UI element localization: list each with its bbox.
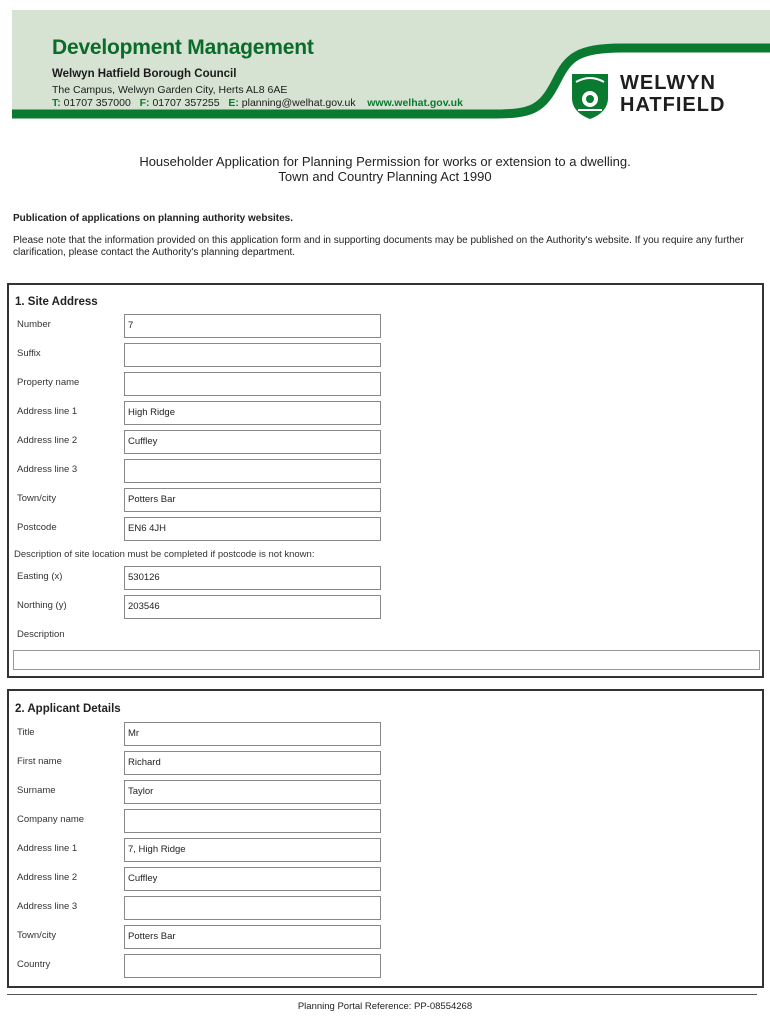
phone-number: 01707 357000 [63, 97, 131, 109]
document-subtitle: Town and Country Planning Act 1990 [278, 169, 492, 184]
publication-text: Please note that the information provided on this application form and in supporting documents may be published on the Authority's website. If you require any further clarification, please contact the Authority's planning department. [13, 235, 744, 258]
number-field[interactable]: 7 [124, 314, 381, 338]
document-title: Householder Application for Planning Permission for works or extension to a dwelling. [139, 154, 631, 169]
footer-divider [7, 994, 757, 995]
field-label: Address line 3 [17, 464, 78, 475]
description-label: Description [17, 629, 65, 640]
logo-text-welwyn: WELWYN [620, 72, 716, 94]
field-label: Suffix [17, 348, 41, 359]
field-label: Company name [17, 814, 85, 825]
field-label: Address line 2 [17, 872, 78, 883]
first-name-field[interactable]: Richard [124, 751, 381, 775]
banner-title: Development Management [52, 36, 314, 59]
applicant-details-section [7, 689, 764, 988]
email-link[interactable]: planning@welhat.gov.uk [241, 97, 356, 109]
logo-text-hatfield: HATFIELD [620, 94, 726, 116]
field-label: Town/city [17, 493, 57, 504]
northing-field[interactable]: 203546 [124, 595, 381, 619]
applicant-address-line-3-field[interactable] [124, 896, 381, 920]
website-link[interactable]: www.welhat.gov.uk [367, 97, 463, 109]
property-name-field[interactable] [124, 372, 381, 396]
field-label: Easting (x) [17, 571, 63, 582]
town-city-field[interactable]: Potters Bar [124, 488, 381, 512]
publication-heading: Publication of applications on planning authority websites. [13, 213, 294, 224]
portal-reference: Planning Portal Reference: PP-08554268 [297, 1001, 473, 1012]
applicant-address-line-1-field[interactable]: 7, High Ridge [124, 838, 381, 862]
address-line-1-field[interactable]: High Ridge [124, 401, 381, 425]
field-label: Address line 2 [17, 435, 78, 446]
fax-number: 01707 357255 [152, 97, 220, 109]
location-note: Description of site location must be completed if postcode is not known: [14, 549, 315, 560]
council-address: The Campus, Welwyn Garden City, Herts AL8 6AE [52, 84, 288, 96]
field-label: Address line 1 [17, 406, 78, 417]
field-label: Property name [17, 377, 80, 388]
field-label: Title [17, 727, 35, 738]
field-label: Northing (y) [17, 600, 67, 611]
description-field[interactable] [13, 650, 760, 670]
header-banner [12, 10, 770, 129]
section-heading: 2. Applicant Details [15, 703, 121, 715]
council-name: Welwyn Hatfield Borough Council [52, 68, 237, 80]
applicant-town-city-field[interactable]: Potters Bar [124, 925, 381, 949]
field-label: Postcode [17, 522, 57, 533]
field-label: Town/city [17, 930, 57, 941]
suffix-field[interactable] [124, 343, 381, 367]
contact-line: T: 01707 357000 F: 01707 357255 E: planning@welhat.gov.uk www.welhat.gov.uk [52, 97, 463, 109]
site-address-section [7, 283, 764, 678]
applicant-address-line-2-field[interactable]: Cuffley [124, 867, 381, 891]
field-label: Number [17, 319, 51, 330]
title-field[interactable]: Mr [124, 722, 381, 746]
field-label: First name [17, 756, 62, 767]
field-label: Address line 3 [17, 901, 78, 912]
field-label: Surname [17, 785, 56, 796]
field-label: Country [17, 959, 51, 970]
surname-field[interactable]: Taylor [124, 780, 381, 804]
address-line-3-field[interactable] [124, 459, 381, 483]
easting-field[interactable]: 530126 [124, 566, 381, 590]
company-name-field[interactable] [124, 809, 381, 833]
address-line-2-field[interactable]: Cuffley [124, 430, 381, 454]
postcode-field[interactable]: EN6 4JH [124, 517, 381, 541]
council-crest-icon [570, 72, 610, 120]
country-field[interactable] [124, 954, 381, 978]
field-label: Address line 1 [17, 843, 78, 854]
section-heading: 1. Site Address [15, 296, 98, 308]
